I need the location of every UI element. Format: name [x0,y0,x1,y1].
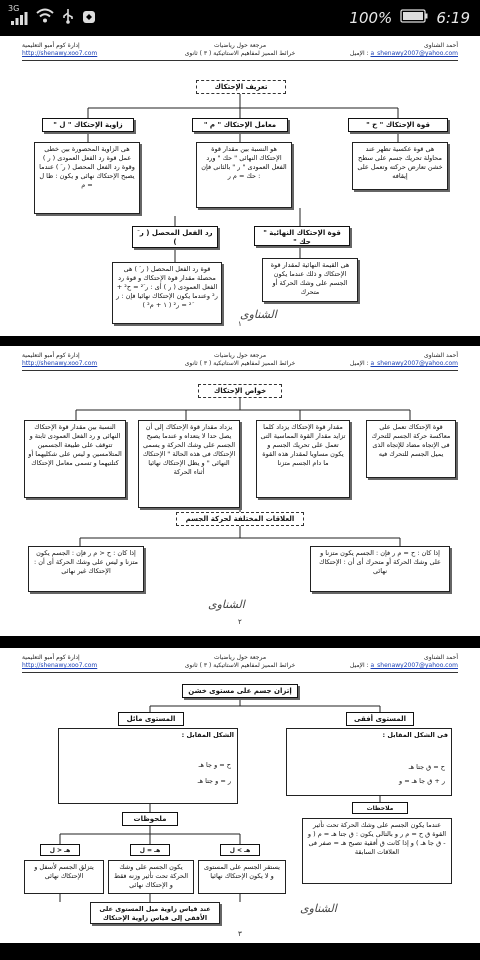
battery-icon [400,9,428,27]
header-directorate: إدارة كوم أمبو التعليمية [22,352,80,359]
node-motion-relations: العلاقات المختلفة لحركة الجسم [176,512,304,526]
network-type-label: 3G [8,4,20,13]
usb-icon [62,8,74,28]
author-signature: الشناوى [300,902,337,915]
horizontal-eq-2: ر + ق جا هـ = و [399,777,445,785]
relation-non-limiting: إذا كان : ح < م ر فإن : الجسم يكون متزنا و ليس على وشك الحركة أى أن : الإحتكاك غير نهائى [28,546,144,592]
document-page-2 [0,346,480,636]
status-bar [0,0,480,36]
node-friction-coefficient: معامل الإحتكاك " م " [192,118,288,132]
author-name: أحمد الشناوى [424,42,458,49]
case-greater-desc: يستقر الجسم على المستوى و لا يكون الإحتكاك نهائيا [198,860,286,894]
document-page-3 [0,648,480,943]
wifi-icon [36,8,54,28]
node-friction-force: قوة الإحتكاك " ح " [348,118,448,132]
signal-bars-icon [8,4,28,26]
property-4: النسبة بين مقدار قوة الإحتكاك النهائى و رد الفعل العمودى ثابتة و تتوقف على طبيعة الجسمين المتلامسين و ليس على شكليهما أو كتلتيهما و تسمى معامل الإحتكاك [24,420,126,498]
site-link[interactable]: http://shenawy.xoo7.com [22,662,98,669]
header-directorate: إدارة كوم أمبو التعليمية [22,654,80,661]
page-number-2: ٢ [238,618,242,626]
email-prefix: الإميل : [349,50,369,57]
desc-friction-force: هى قوة عكسية تظهر عند محاولة تحريك جسم على سطح خشن تعارض حركته وتعمل على إيقافه [352,142,448,190]
document-page-1 [0,36,480,336]
node-friction-angle: زاوية الإحتكاك " ل " [42,118,134,132]
case-less-condition: هـ < ل [40,844,80,856]
notes-label-horizontal: ملاحظات [352,802,408,814]
page-number-1: ١ [238,320,242,328]
node-horizontal-plane: المستوى أفقى [346,712,414,726]
bottom-bar [0,944,480,960]
node-resultant-reaction: رد الفعل المحصل ( ر َ ) [132,226,218,248]
case-less-desc: يتزلق الجسم لأسفل و الإحتكاك نهائى [24,860,104,894]
desc-resultant-reaction: قوة رد الفعل المحصل ( ر َ ) هى محصلة مقدار قوة الإحتكاك و قوة رد الفعل العمودى ( ر ) أى : ر َ² = ح² + ر² وعندما يكون الإحتكاك نهائيا فإن : ر َ² = ر² ( ١ + م² ) [112,262,222,324]
author-name: أحمد الشناوى [424,654,458,661]
status-right-info [349,9,470,27]
email-link[interactable]: a_shenawy2007@yahoo.com [370,662,458,669]
node-rough-plane-equilibrium: إتزان جسم على مستوى خشن [182,684,298,698]
horizontal-eq-1: ح = ق جتا هـ [408,763,445,771]
clock-time: 6:19 [436,9,470,27]
email-link[interactable]: a_shenawy2007@yahoo.com [370,360,458,367]
site-link[interactable]: http://shenawy.xoo7.com [22,360,98,367]
inclined-eq-1: ح = و جا هـ [198,761,231,769]
node-limiting-friction: قوة الإحتكاك النهائية " حك " [254,226,350,246]
inclined-plane-panel [58,728,238,804]
author-name: أحمد الشناوى [424,352,458,359]
header-course: خرائط المميز لمفاهيم الاستاتيكية ( ٣ ) ثانوى [184,50,296,57]
header-directorate: إدارة كوم أمبو التعليمية [22,42,80,49]
email-prefix: الإميل : [349,360,369,367]
author-signature: الشناوى [208,598,245,611]
property-1: قوة الإحتكاك تعمل على معاكسة حركة الجسم للتحرك فى الإتجاه مضاد للإتجاه الذى يميل الجسم للتحرك فيه [366,420,456,478]
author-signature: الشناوى [240,308,277,321]
notes-label-inclined: ملحوظات [122,812,178,826]
horizontal-plane-panel [286,728,452,796]
node-friction-properties: خواص الإحتكاك [198,384,282,398]
property-3: يزداد مقدار قوة الإحتكاك إلى أن يصل حدا لا يتعداه و عندما يصبح الجسم على وشك الحركة و يسمى الإحتكاك فى هذه الحالة " الإحتكاك النهائى " و يظل الإحتكاك نهائيا أثناء الحركة [138,420,240,508]
page-number-3: ٣ [238,930,242,938]
node-inclined-plane: المستوى مائل [118,712,184,726]
header-subject: مرجعة حول رياضيات [213,42,267,49]
node-friction-definition: تعريف الإحتكاك [196,80,286,94]
conclusion-box: عند قياس زاوية ميل المستوى على الأفقى إلى قياس زاوية الإحتكاك [90,902,220,924]
desc-friction-coefficient: هو النسبة بين مقدار قوة الإحتكاك النهائى " حك " ورد الفعل العمودى " ر " بالثانى فإن : حك = م ر [196,142,292,208]
notes-horizontal: عندما يكون الجسم على وشك الحركة تحت تأثير القوة ق ح = م ر و بالتالى يكون : ق جتا هـ = م ( و - ق جا هـ ) و إذا كانت ق أفقية تصبح هـ = صفر فى العلاقات السابقة [302,818,452,884]
header-subject: مرجعة حول رياضيات [213,654,267,661]
relation-limiting: إذا كان : ح = م ر فإن : الجسم يكون متزنا و على وشك الحركة أو متحرك أى أن : الإحتكاك نهائى [310,546,450,592]
desc-friction-angle: هى الزاوية المحصورة بين خطى عمل قوة رد الفعل العمودى ( ر ) وقوة رد الفعل المحصل ( ر َ ) عندما يصبح الإحتكاك نهائى و يكون : ظا ل = م [34,142,140,214]
header-subject: مرجعة حول رياضيات [213,352,267,359]
status-left-icons [8,4,96,28]
header-course: خرائط المميز لمفاهيم الاستاتيكية ( ٣ ) ثانوى [184,662,296,669]
case-equal-desc: يكون الجسم على وشك الحركة تحت تأثير وزنه فقط و الإحتكاك نهائى [108,860,194,894]
desc-limiting-friction: هى القيمة النهائية لمقدار قوة الإحتكاك و ذلك عندما يكون الجسم على وشك الحركة أو متحرك [262,258,358,302]
header-course: خرائط المميز لمفاهيم الاستاتيكية ( ٣ ) ثانوى [184,360,296,367]
inclined-shape-caption: الشكل المقابل : [181,731,234,739]
case-greater-condition: هـ > ل [220,844,260,856]
case-equal-condition: هـ = ل [130,844,170,856]
horizontal-shape-caption: فى الشكل المقابل : [382,731,448,739]
property-2: مقدار قوة الإحتكاك يزداد كلما تزايد مقدار القوة المماسية التى تعمل على تحريك الجسم و يكون مساويا لمقدار هذه القوة ما دام الجسم متزنا [256,420,350,498]
battery-percent: 100% [349,9,393,27]
notification-icon [82,9,96,28]
email-prefix: الإميل : [349,662,369,669]
site-link[interactable]: http://shenawy.xoo7.com [22,50,98,57]
inclined-eq-2: ر = و جتا هـ [197,777,231,785]
email-link[interactable]: a_shenawy2007@yahoo.com [370,50,458,57]
